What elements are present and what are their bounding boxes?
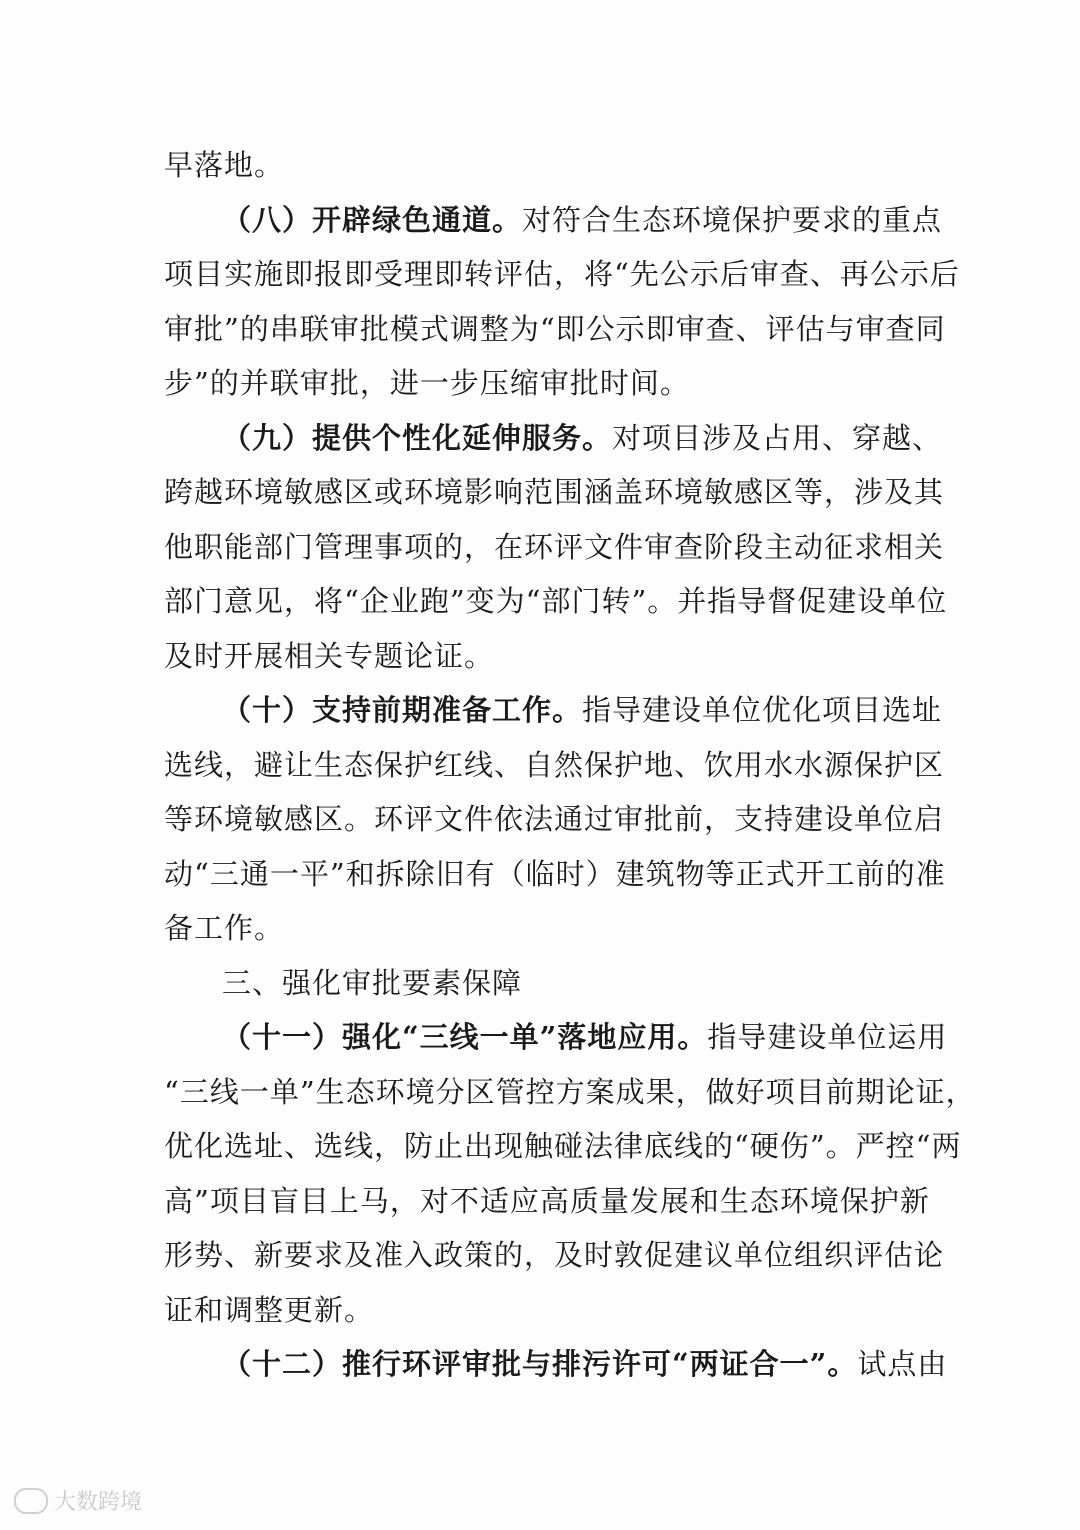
document-page (164, 138, 976, 1392)
paragraph-heading: （十一）强化“三线一单”落地应用。 (222, 1020, 708, 1054)
text-line: 跨越环境敏感区或环境影响范围涵盖环境敏感区等，涉及其 (164, 475, 945, 509)
text-line: 部门意见，将“企业跑”变为“部门转”。并指导督促建设单位 (164, 584, 948, 618)
text-line: 形势、新要求及准入政策的，及时敦促建议单位组织评估论 (164, 1238, 945, 1272)
text-line: 步”的并联审批，进一步压缩审批时间。 (164, 366, 690, 400)
paragraph-heading: （十）支持前期准备工作。 (222, 693, 583, 727)
text-line: 证和调整更新。 (164, 1292, 375, 1327)
text-line: “三线一单”生态环境分区管控方案成果，做好项目前期论证， (164, 1074, 976, 1109)
paragraph-text: 对符合生态环境保护要求的重点 (522, 202, 943, 237)
paragraph-12-first-line (164, 1337, 948, 1392)
text-line: 项目实施即报即受理即转评估，将“先公示后审查、再公示后 (164, 257, 960, 291)
section-heading: 三、强化审批要素保障 (222, 965, 523, 1000)
paragraph-11-first-line (164, 1010, 948, 1065)
paragraph-text: 对项目涉及占用、穿越、 (612, 420, 943, 455)
text-line: 他职能部门管理事项的，在环评文件审查阶段主动征求相关 (164, 529, 945, 564)
watermark-logo-icon (14, 1488, 48, 1514)
text-line: 早落地。 (164, 148, 285, 182)
paragraph-9-first-line (164, 411, 943, 466)
text-line: 优化选址、选线，防止出现触碰法律底线的“硬伤”。严控“两 (164, 1129, 962, 1163)
text-line: 动“三通一平”和拆除旧有（临时）建筑物等正式开工前的准 (164, 856, 946, 891)
text-line: 备工作。 (164, 911, 285, 945)
paragraph-8-first-line (164, 193, 943, 248)
paragraph-heading: （九）提供个性化延伸服务。 (222, 420, 613, 455)
text-line: 及时开展相关专题论证。 (164, 638, 495, 673)
text-line: 选线，避让生态保护红线、自然保护地、饮用水水源保护区 (164, 747, 945, 782)
paragraph-heading: （八）开辟绿色通道。 (222, 202, 523, 237)
paragraph-text: 试点由 (857, 1347, 948, 1381)
text-line: 高”项目盲目上马，对不适应高质量发展和生态环境保护新 (164, 1183, 930, 1218)
text-line: 等环境敏感区。环评文件依法通过审批前，支持建设单位启 (164, 802, 945, 836)
text-line: 审批”的串联审批模式调整为“即公示即审查、评估与审查同 (164, 311, 946, 346)
paragraph-text: 指导建设单位运用 (707, 1020, 948, 1054)
paragraph-10-first-line (164, 683, 943, 738)
watermark (14, 1485, 142, 1516)
paragraph-text: 指导建设单位优化项目选址 (582, 693, 943, 727)
paragraph-heading: （十二）推行环评审批与排污许可“两证合一”。 (222, 1347, 858, 1381)
watermark-text: 大数跨境 (54, 1490, 143, 1515)
